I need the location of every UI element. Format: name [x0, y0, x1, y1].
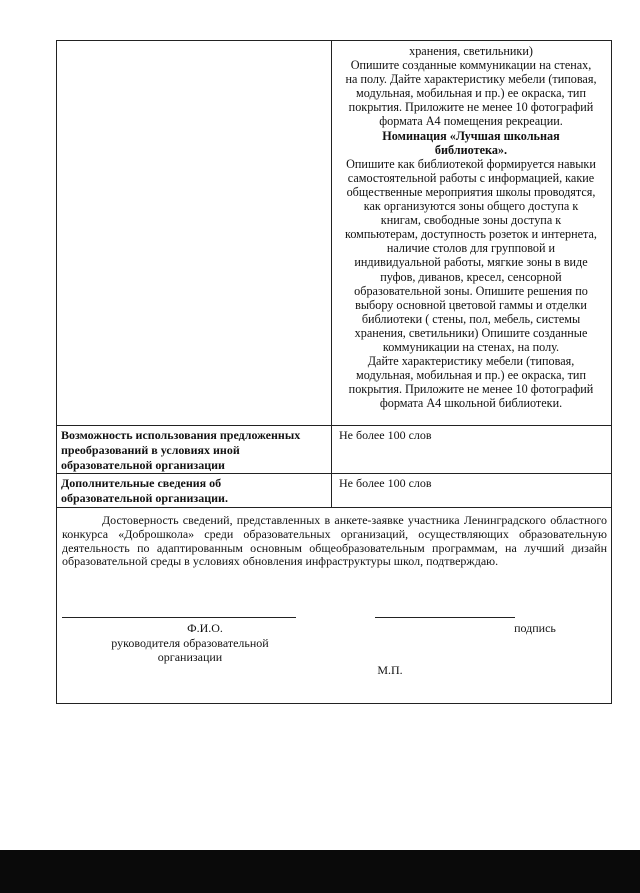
row-label-additional — [61, 476, 323, 506]
column-divider — [331, 40, 332, 507]
text-line: коммуникации на стенах, на полу. — [382, 339, 560, 354]
fio-line — [62, 617, 296, 618]
signature-label: подпись — [514, 621, 556, 635]
fio-label: Ф.И.О. — [187, 621, 223, 635]
fio-sub-label: руководителя образовательной — [111, 636, 269, 650]
text-line: формата А4 помещения рекреации. — [379, 114, 563, 129]
stamp-label: М.П. — [377, 663, 403, 677]
row-value-possibility: Не более 100 слов — [339, 428, 432, 442]
text-line: пуфов, диванов, кресел, сенсорной — [380, 269, 562, 284]
fio-sub-label: организации — [157, 650, 223, 664]
row-divider-3 — [56, 507, 612, 508]
text-line: как организуются зоны общего доступа к — [363, 199, 579, 214]
text-line: индивидуальной работы, мягкие зоны в виде — [354, 255, 588, 270]
declaration-text — [62, 514, 607, 569]
text-line: образовательной зоны. Опишите решения по — [354, 283, 588, 298]
text-line: хранения, светильники) Опишите созданные — [354, 325, 588, 340]
row-divider-1 — [56, 425, 612, 426]
text-line: модульная, мобильная и пр.) ее окраска, тип — [356, 368, 586, 383]
text-line: модульная, мобильная и пр.) ее окраска, тип — [356, 86, 586, 101]
text-line: покрытия. Приложите не менее 10 фотографий — [348, 382, 594, 397]
label-line: Возможность использования предложенных — [61, 428, 301, 442]
declaration-body: Достоверность сведений, представленных в анкете-заявке участника Ленинградского областного конкурса «Доброшкола» среди образовательных организаций, осуществляющих образовательную деятельность по адаптированным основным общеобразовательным программам, на лучший дизайн образовательной среды в условиях обновления инфраструктуры школ, подтверждаю. — [62, 513, 607, 569]
text-line: покрытия. Приложите не менее 10 фотографий — [348, 100, 594, 115]
text-line: формата А4 школьной библиотеки. — [379, 396, 563, 411]
text-line: общественные мероприятия школы проводятся, — [346, 184, 596, 199]
text-line: на полу. Дайте характеристику мебели (типовая, — [345, 72, 597, 87]
right-column-text — [335, 44, 607, 410]
text-line: Опишите созданные коммуникации на стенах, — [350, 58, 592, 73]
row-value-additional: Не более 100 слов — [339, 476, 432, 490]
text-line: выбору основной цветовой гаммы и отделки — [355, 297, 587, 312]
text-line: наличие столов для групповой и — [386, 241, 556, 256]
label-line: преобразований в условиях иной — [61, 443, 240, 457]
text-line: библиотеки ( стены, пол, мебель, системы — [361, 311, 581, 326]
nomination-title: библиотека». — [434, 142, 508, 157]
text-line: книгам, свободные зоны доступа к — [380, 213, 562, 228]
nomination-title: Номинация «Лучшая школьная — [382, 128, 560, 143]
signature-line — [375, 617, 515, 618]
scan-border — [0, 850, 640, 893]
label-line: образовательной организации. — [61, 491, 228, 505]
text-line: самостоятельной работы с информацией, какие — [347, 170, 595, 185]
label-line: Дополнительные сведения об — [61, 476, 222, 490]
text-line: Опишите как библиотекой формируется навыки — [346, 156, 596, 171]
label-line: образовательной организации — [61, 458, 225, 472]
row-label-possibility — [61, 428, 323, 473]
text-line: Дайте характеристику мебели (типовая, — [367, 354, 575, 369]
row-divider-2 — [56, 473, 612, 474]
text-line: компьютерам, доступность розеток и интернета, — [345, 227, 597, 242]
text-line: хранения, светильники) — [409, 44, 533, 58]
